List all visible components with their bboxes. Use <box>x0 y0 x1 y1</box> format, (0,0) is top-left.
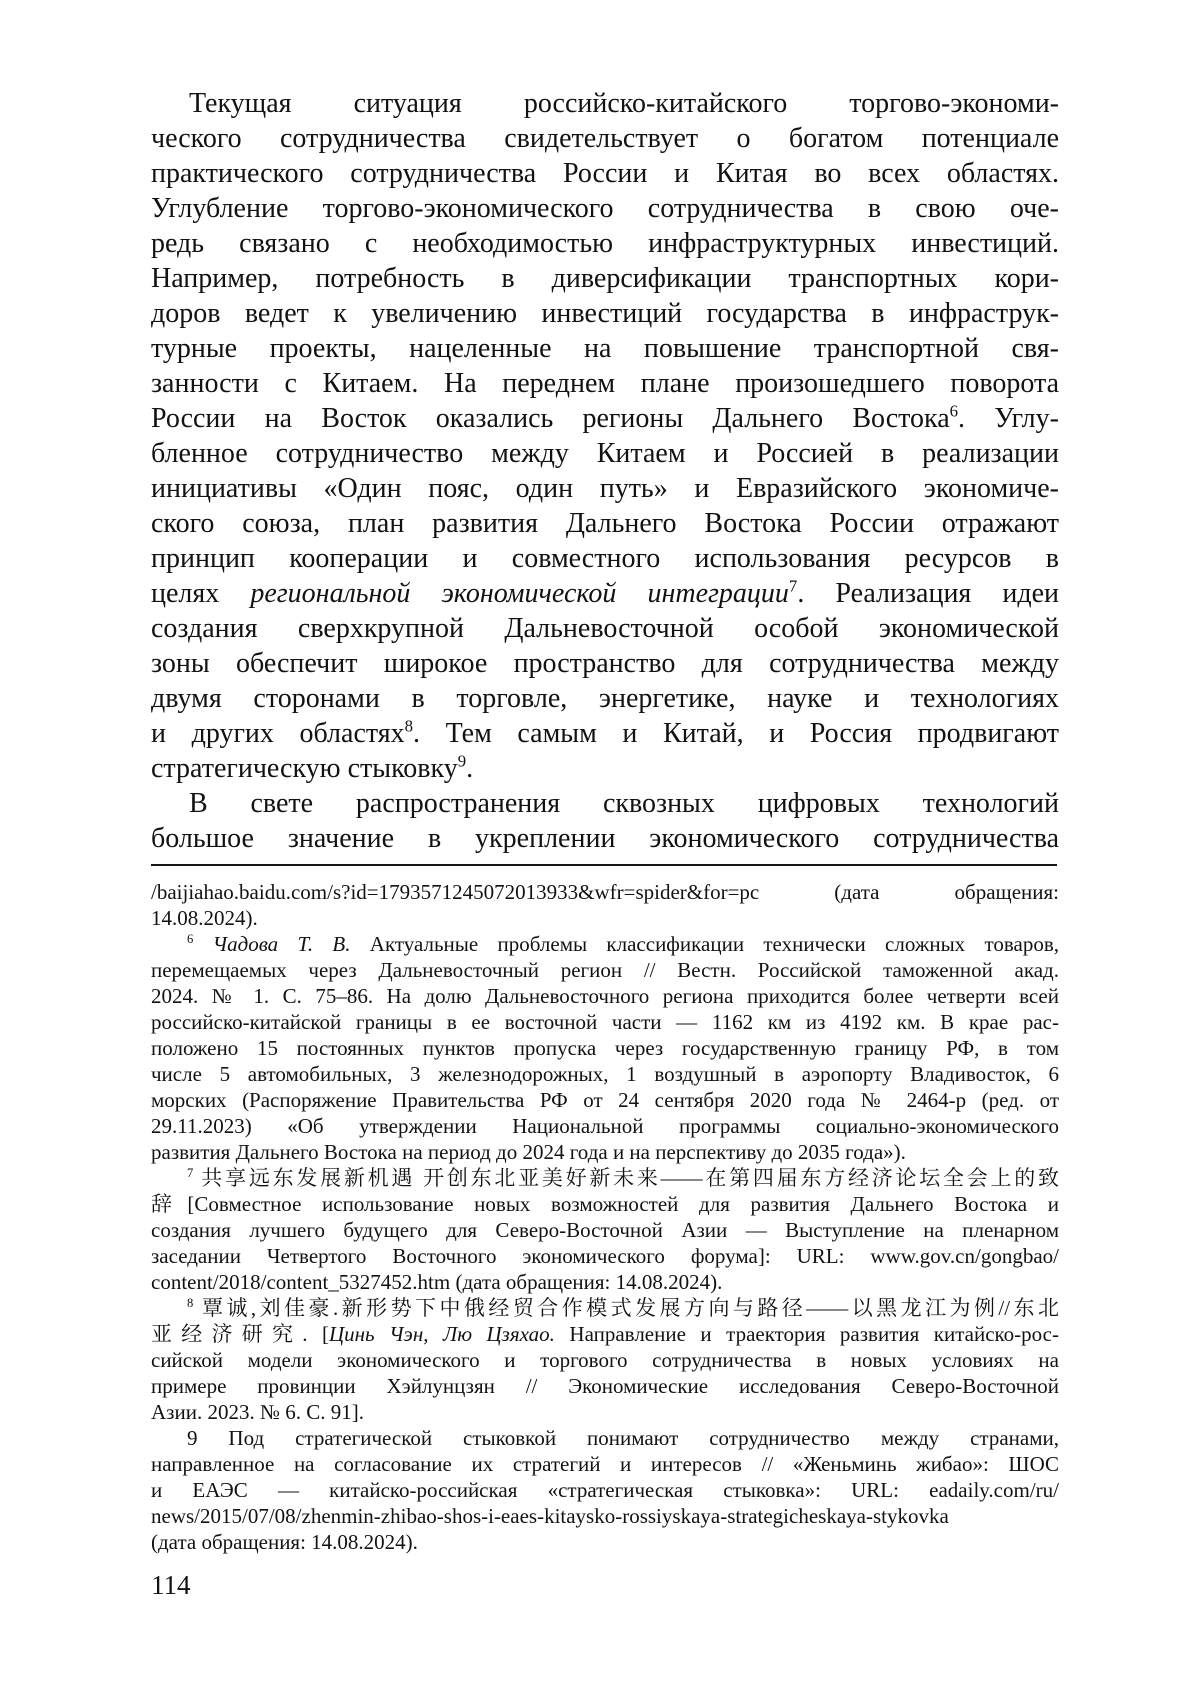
text-segment: занности с Китаем. На переднем плане произошедшего поворота <box>151 368 1059 399</box>
text-segment: Направление и траектория развития китайско-рос- <box>554 1322 1059 1346</box>
text-segment: news/2015/07/08/zhenmin-zhibao-shos-i-eaes-kitaysko-rossiyskaya-strategicheskaya-stykovka <box>151 1504 949 1528</box>
text-line <box>151 86 1059 121</box>
text-line <box>151 1243 1059 1269</box>
text-segment: направленное на согласование их стратегий и интересов // «Женьминь жибао»: ШОС <box>151 1452 1059 1476</box>
text-line <box>151 879 1059 905</box>
text-line <box>151 1451 1059 1477</box>
text-segment: большое значение в укреплении экономического сотрудничества <box>151 823 1059 854</box>
footnote-marker: 9 <box>457 751 467 771</box>
text-segment <box>193 932 212 956</box>
footnote-separator <box>151 864 1057 866</box>
footnote-marker: 6 <box>949 401 959 421</box>
text-line <box>151 296 1059 331</box>
footnote-marker: 6 <box>187 932 194 946</box>
paragraph <box>151 86 1059 786</box>
text-line <box>151 1087 1059 1113</box>
text-line <box>151 786 1059 821</box>
text-segment: числе 5 автомобильных, 3 железнодорожных, 1 воздушный в аэропорту Владивосток, 6 <box>151 1062 1059 1086</box>
text-line <box>151 1009 1059 1035</box>
text-line <box>151 821 1059 856</box>
text-segment: инициативы «Один пояс, один путь» и Евразийского экономиче- <box>151 473 1059 504</box>
text-line <box>151 506 1059 541</box>
footnote-marker: 7 <box>187 1166 194 1180</box>
text-line <box>151 191 1059 226</box>
text-line <box>151 541 1059 576</box>
text-line <box>151 1425 1059 1451</box>
text-segment: Текущая ситуация российско-китайского торгово-экономи- <box>189 88 1059 119</box>
text-segment: и других областях <box>151 718 405 749</box>
text-segment: 9 Под стратегической стыковкой понимают сотрудничество между странами, <box>187 1426 1059 1450</box>
text-segment: примере провинции Хэйлунцзян // Экономические исследования Северо-Восточной <box>151 1374 1059 1398</box>
text-line <box>151 576 1059 611</box>
text-line <box>151 1477 1059 1503</box>
text-line <box>151 261 1059 296</box>
text-line <box>151 156 1059 191</box>
footnotes-block <box>151 879 1059 1555</box>
text-segment: положено 15 постоянных пунктов пропуска через государственную границу РФ, в том <box>151 1036 1059 1060</box>
text-line <box>151 1399 1059 1425</box>
text-line <box>151 1139 1059 1165</box>
text-line <box>151 331 1059 366</box>
emphasis-text: Чадова Т. В. <box>212 932 351 956</box>
text-line <box>151 611 1059 646</box>
text-line <box>151 1295 1059 1321</box>
emphasis-text: региональной экономической интеграции <box>250 578 789 609</box>
text-line <box>151 931 1059 957</box>
text-line <box>151 1191 1059 1217</box>
text-line <box>151 751 1059 786</box>
text-line <box>151 121 1059 156</box>
text-segment: Актуальные проблемы классификации технически сложных товаров, <box>350 932 1060 956</box>
text-line <box>151 471 1059 506</box>
text-segment: (дата обращения: 14.08.2024). <box>151 1530 418 1554</box>
text-segment: В свете распространения сквозных цифровых технологий <box>189 788 1059 819</box>
text-segment: content/2018/content_5327452.htm (дата обращения: 14.08.2024). <box>151 1270 723 1294</box>
text-segment: 亚经济研究. [ <box>151 1322 329 1346</box>
text-line <box>151 1113 1059 1139</box>
text-segment: бленное сотрудничество между Китаем и Россией в реализации <box>151 438 1059 469</box>
text-line <box>151 1165 1059 1191</box>
text-segment: Например, потребность в диверсификации транспортных кори- <box>151 263 1059 294</box>
footnote-marker: 8 <box>404 716 414 736</box>
footnote <box>151 1425 1059 1555</box>
text-segment: ческого сотрудничества свидетельствует о богатом потенциале <box>151 123 1059 154</box>
text-segment: Азии. 2023. № 6. С. 91]. <box>151 1400 364 1424</box>
text-segment: . Реализация идеи <box>797 578 1059 609</box>
text-segment: 2024. № 1. С. 75–86. На долю Дальневосточного региона приходится более четверти всей <box>151 984 1059 1008</box>
text-line <box>151 1035 1059 1061</box>
text-segment: ского союза, план развития Дальнего Востока России отражают <box>151 508 1059 539</box>
text-segment: практического сотрудничества России и Китая во всех областях. <box>151 158 1059 189</box>
text-segment: и ЕАЭС — китайско-российская «стратегическая стыковка»: URL: eadaily.com/ru/ <box>151 1478 1059 1502</box>
footnote <box>151 1165 1059 1295</box>
text-segment: двумя сторонами в торговле, энергетике, науке и технологиях <box>151 683 1059 714</box>
footnote-marker: 7 <box>788 576 798 596</box>
text-line <box>151 1347 1059 1373</box>
text-segment: сийской модели экономического и торгового сотрудничества в новых условиях на <box>151 1348 1059 1372</box>
footnote-marker: 8 <box>187 1296 194 1310</box>
text-line <box>151 1061 1059 1087</box>
footnote <box>151 879 1059 931</box>
text-segment: турные проекты, нацеленные на повышение транспортной свя- <box>151 333 1059 364</box>
text-segment: перемещаемых через Дальневосточный регион // Вестн. Российской таможенной акад. <box>151 958 1059 982</box>
text-segment: 覃诚,刘佳豪.新形势下中俄经贸合作模式发展方向与路径——以黑龙江为例//东北 <box>193 1296 1059 1320</box>
text-segment: России на Восток оказались регионы Дальнего Востока <box>151 403 950 434</box>
text-segment: развития Дальнего Востока на период до 2024 года и на перспективу до 2035 года»). <box>151 1140 906 1164</box>
text-segment: целях <box>151 578 251 609</box>
text-segment: доров ведет к увеличению инвестиций государства в инфраструк- <box>151 298 1059 329</box>
text-segment: 辞[Совместное использование новых возможностей для развития Дальнего Востока и <box>151 1192 1059 1216</box>
footnote <box>151 931 1059 1165</box>
text-segment: зоны обеспечит широкое пространство для сотрудничества между <box>151 648 1059 679</box>
text-line <box>151 957 1059 983</box>
text-segment: принцип кооперации и совместного использования ресурсов в <box>151 543 1059 574</box>
text-line <box>151 1503 1059 1529</box>
text-segment: Углубление торгово-экономического сотрудничества в свою оче- <box>151 193 1059 224</box>
text-line <box>151 681 1059 716</box>
main-text-block <box>151 86 1059 856</box>
text-segment: 共享远东发展新机遇 开创东北亚美好新未来——在第四届东方经济论坛全会上的致 <box>193 1166 1059 1190</box>
text-segment: . Тем самым и Китай, и Россия продвигают <box>413 718 1060 749</box>
text-line <box>151 716 1059 751</box>
text-segment: . Углу- <box>958 403 1059 434</box>
text-line <box>151 905 1059 931</box>
text-line <box>151 983 1059 1009</box>
text-segment: российско-китайской границы в ее восточной части — 1162 км из 4192 км. В крае рас- <box>151 1010 1059 1034</box>
text-line <box>151 1269 1059 1295</box>
text-line <box>151 1321 1059 1347</box>
text-line <box>151 436 1059 471</box>
text-segment: 29.11.2023) «Об утверждении Национальной программы социально-экономического <box>151 1114 1059 1138</box>
text-segment: создания лучшего будущего для Северо-Восточной Азии — Выступление на пленарном <box>151 1218 1059 1242</box>
paragraph <box>151 786 1059 856</box>
text-line <box>151 401 1059 436</box>
text-segment: морских (Распоряжение Правительства РФ от 24 сентября 2020 года № 2464-р (ред. от <box>151 1088 1059 1112</box>
page-number: 114 <box>151 1570 191 1600</box>
text-segment: стратегическую стыковку <box>151 753 458 784</box>
text-segment: редь связано с необходимостью инфраструктурных инвестиций. <box>151 228 1059 259</box>
text-line <box>151 366 1059 401</box>
text-line <box>151 1217 1059 1243</box>
emphasis-text: Цинь Чэн, Лю Цзяхао. <box>328 1322 555 1346</box>
text-segment: создания сверхкрупной Дальневосточной особой экономической <box>151 613 1059 644</box>
text-segment: заседании Четвертого Восточного экономического форума]: URL: www.gov.cn/gongbao/ <box>151 1244 1059 1268</box>
text-line <box>151 646 1059 681</box>
footnote <box>151 1295 1059 1425</box>
text-line <box>151 1373 1059 1399</box>
text-line <box>151 226 1059 261</box>
text-segment: . <box>466 753 474 784</box>
text-segment: 14.08.2024). <box>151 906 258 930</box>
text-segment: /baijiahao.baidu.com/s?id=1793571245072013933&wfr=spider&for=pc (дата обращения: <box>151 880 1059 904</box>
text-line <box>151 1529 1059 1555</box>
